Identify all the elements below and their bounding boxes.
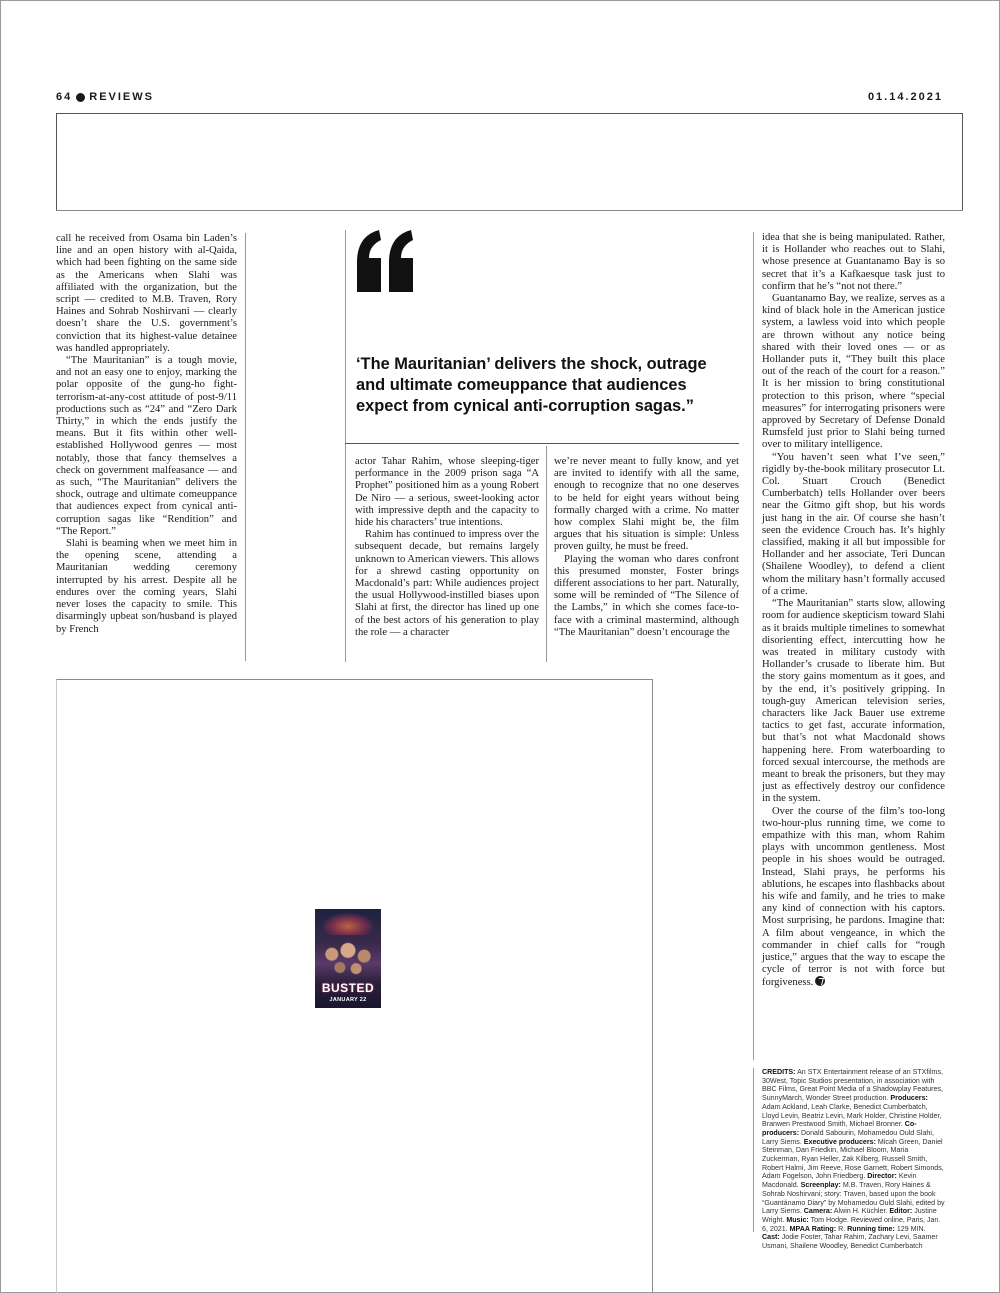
credits-text: Kevin Macdonald. <box>762 1172 917 1190</box>
poster-date: JANUARY 22 <box>329 997 367 1003</box>
column-divider <box>546 446 547 662</box>
credits-text: M.B. Traven, Rory Haines & Sohrab Noshirvani; story: Traven, based upon the book “Guantánamo Diary” by Mohamedou Ould Slahi, edited by Larry Siems. <box>762 1181 945 1216</box>
article-column-3 <box>554 456 739 662</box>
credits-text: Adam Ackland, Leah Clarke, Benedict Cumberbatch, Lloyd Levin, Beatriz Levin, Mark Holder, Christine Holder, Branwen Prestwood Smith, Michael Bronner. <box>762 1102 942 1129</box>
credits-text: Justine Wright. <box>762 1207 937 1224</box>
column-divider <box>345 230 346 662</box>
paragraph: “You haven’t seen what I’ve seen,” rigidly by-the-book military prosecutor Lt. Col. Stuart Crouch (Benedict Cumberbatch) tells Hollander over beers near the Gitmo gift shop, but his words just hang in the air. Of course she hasn’t seen the evidence Crouch has. It’s highly classified, making it all but impossible for Hollander and her associate, Teri Duncan (Shailene Woodley), to defend a client whom the military hasn’t formally accused of a crime. <box>762 451 945 597</box>
credits-label: Running time: <box>847 1224 895 1233</box>
article-column-4 <box>753 232 945 1060</box>
paragraph: actor Tahar Rahim, whose sleeping-tiger performance in the 2009 prison saga “A Prophet” positioned him as a young Robert De Niro — a serious, sweet-looking actor with impressive depth and the capacity to hide his characters’ true intentions. <box>355 456 539 529</box>
bullet-dot-icon <box>76 93 85 102</box>
quotation-mark-icon <box>355 228 415 294</box>
paragraph: idea that she is being manipulated. Rather, it is Hollander who reaches out to Slahi, whose presence at Guantanamo Bay is so secret that it’s a Kafkaesque task just to confirm that he’s “not not there.” <box>762 232 945 292</box>
credits-text: Donald Sabourin, Mohamedou Ould Slahi, Larry Siems. <box>762 1128 934 1146</box>
credits-text: Alwin H. Küchler. <box>832 1207 890 1216</box>
pull-quote: ‘The Mauritanian’ delivers the shock, outrage and ultimate comeuppance that audiences expect from cynical anti-corruption sagas.” <box>356 355 707 415</box>
credits-text: 129 MIN. <box>894 1224 926 1233</box>
credits-label: CREDITS: <box>762 1068 796 1076</box>
credits-text: R. <box>836 1224 848 1233</box>
paragraph: Guantanamo Bay, we realize, serves as a kind of black hole in the American justice system, a lawless void into which people are thrown without any notice being shared with their loved ones — or as Hollander puts it, “They built this place out of the reach of the court for a reason.” It is her mission to bring constitutional protection to this prison, where “special measures” for interrogating prisoners were approved by Secretary of Defense Donald Rumsfeld just prior to Slahi being turned over to military intelligence. <box>762 293 945 451</box>
poster-title: BUSTED <box>321 981 375 995</box>
poster-glow <box>323 913 373 935</box>
final-paragraph-text: Over the course of the film’s too-long two-hour-plus running time, we come to empathize with this man, whom Rahim plays with uncommon gentleness. Most people in his shoes would be outraged. Instead, Slahi prays, he performs his ablutions, he escapes into flashbacks about his wife and family, and he tries to make any kind of connection with his captors. Most surprising, he pardons. Imagine that: A film about vengeance, in which the commander in chief calls for “rough justice,” argues that the way to escape the cycle of terror is not with force but forgiveness. <box>762 805 945 989</box>
article-top-rule <box>56 210 963 211</box>
busted-poster-ad[interactable] <box>315 909 381 1008</box>
credits-label: MPAA Rating: <box>789 1224 837 1233</box>
paragraph: Playing the woman who dares confront this presumed monster, Foster brings different associations to her part. Naturally, some will be reminded of “The Silence of the Lambs,” in which she comes face-to-face with a criminal mastermind, although “The Mauritanian” doesn’t encourage the <box>554 553 739 638</box>
paragraph-final <box>762 806 945 990</box>
article-column-1 <box>56 233 246 661</box>
credits-label: Screenplay: <box>800 1181 841 1190</box>
credits-text: Tom Hodge. Reviewed online, Paris, Jan. 6, 2021. <box>762 1215 941 1233</box>
header-rule <box>56 113 963 114</box>
paragraph: call he received from Osama bin Laden’s line and an open history with al-Qaida, which had been fighting on the same side as the Americans when Slahi was affiliated with the organization, but the script — credited to M.B. Traven, Rory Haines and Sohrab Noshirvani — clearly doesn’t share the U.S. government’s conviction that its highest-value detainee was handled appropriately. <box>56 233 237 354</box>
credits-label: Director: <box>867 1172 897 1181</box>
poster-cast-figures <box>321 939 375 977</box>
page-number: 64 <box>56 91 73 103</box>
credits-block <box>753 1068 945 1251</box>
credits-label: Producers: <box>890 1094 928 1103</box>
paragraph: “The Mauritanian” starts slow, allowing room for audience skepticism toward Slahi as it braids multiple timelines to somewhat disorienting effect, intercutting how he was treated in military custody with Hollander’s crusade to liberate him. But the story gains momentum as it goes, and by the end, it’s positively gripping. In tough-guy American television series, characters like Jack Bauer use extreme tactics to get fast, accurate information, but that’s not what Macdonald shows happening here. From waterboarding to forced sexual intercourse, the methods are meant to break the prisoners, but they may just as effectively destroy our confidence in the system. <box>762 598 945 805</box>
folio-left <box>56 91 154 103</box>
header-box-right-edge <box>962 113 963 211</box>
credits-label: Executive producers: <box>803 1137 876 1146</box>
credits-label: Co-producers: <box>762 1120 917 1137</box>
paragraph: Slahi is beaming when we meet him in the opening scene, attending a Mauritanian wedding ceremony interrupted by his arrest. Despite all he endures over the coming years, Slahi never loses the capacity to smile. This disarmingly upbeat son/husband is played by French <box>56 538 237 635</box>
credits-label: Camera: <box>803 1207 833 1216</box>
credits-label: Music: <box>786 1215 809 1224</box>
paragraph: “The Mauritanian” is a tough movie, and not an easy one to enjoy, marking the polar opposite of the gung-ho fight-terrorism-at-any-cost attitude of post-9/11 productions such as “24” and “Zero Dark Thirty,” in which the ends justify the means. But it fits within other well-established Hollywood genres — most notably, those that fancy themselves a check on government malfeasance — and as such, “The Mauritanian” delivers the shock, outrage and ultimate comeuppance that audiences expect from cynical anti-corruption sagas like “Rendition” and “The Report.” <box>56 355 237 537</box>
pull-quote-rule <box>345 443 739 444</box>
issue-date: 01.14.2021 <box>867 91 943 103</box>
credits-label: Editor: <box>889 1207 913 1216</box>
paragraph: we’re never meant to fully know, and yet are invited to identify with all the same, enough to recognize that no one deserves to be held for eight years without being formally charged with a crime. No matter how complex Slahi might be, the film argues that his situation is simple: Unless proven guilty, he must be freed. <box>554 456 739 553</box>
end-of-story-icon <box>815 976 825 986</box>
credits-text: Jodie Foster, Tahar Rahim, Zachary Levi, Saamer Usmani, Shailene Woodley, Benedict Cumberbatch <box>762 1233 938 1251</box>
credits-text: Micah Green, Daniel Steinman, Dan Friedkin, Michael Bloom, Maria Zuckerman, Ryan Heller, Zak Kilberg, Russell Smith, Robert Halmi, Jim Reeve, Rose Garnett, Robert Simonds, Adam Fogelson, John Friedberg. <box>762 1137 944 1181</box>
credits-label: Cast: <box>762 1233 780 1242</box>
credits-text: An STX Entertainment release of an STXfilms, 30West, Topic Studios presentation, in association with BBC Films, Great Point Media of a Shadowplay Features, SunnyMarch, Wonder Street production. <box>762 1068 943 1103</box>
article-column-2 <box>355 456 539 662</box>
section-name: REVIEWS <box>89 91 154 103</box>
header-box-left-edge <box>56 113 57 211</box>
paragraph: Rahim has continued to impress over the subsequent decade, but remains largely unknown to American viewers. This allows for a shrewd casting opportunity on Macdonald’s part: While audiences project the usual Hollywood-instilled biases upon Slahi at first, the director has lined up one of the best actors of his generation to play the role — a character <box>355 529 539 638</box>
